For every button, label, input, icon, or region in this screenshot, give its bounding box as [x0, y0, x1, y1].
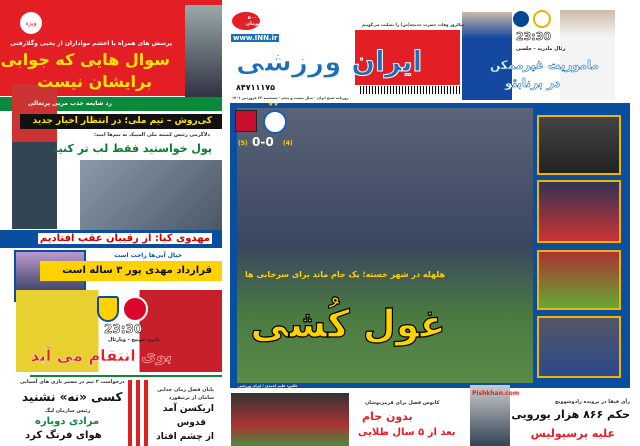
bottom-kicker-2: رأی فیفا در پرونده رادوشوویچ [554, 399, 630, 405]
real-headline-1: ماموریت غیرممکن [490, 58, 599, 72]
mahdavi-headline: مهدوی کیا: از رقیبان عقب افتادیم [39, 233, 210, 244]
real-madrid-logo [533, 10, 551, 28]
real-time: 23:30 [516, 30, 552, 43]
mehdipour-headline: قرارداد مهدی پور ۳ ساله است [62, 265, 212, 276]
bayern-logo [122, 296, 148, 322]
mehdipour-kicker: خیال آبی‌ها راحت است [114, 252, 182, 259]
stars: ★★ [268, 101, 279, 108]
bottom-left-kicker-1: درخواست ۳ تیم در مسیر بازی های آسیایی [20, 379, 125, 385]
main-headline: غول کُشی [250, 302, 446, 346]
bottom-headline-1a: بدون جام [362, 410, 413, 423]
eriksen-kicker-a: پایان فصل زمان جدایی [157, 387, 214, 393]
bayern-time: 23:30 [104, 322, 143, 336]
bottom-headline-2a: حکم ۸۶۶ هزار یورویی [511, 408, 630, 421]
thumbnail-4 [537, 316, 621, 378]
esteghlal-logo [263, 110, 287, 134]
player-photo [128, 380, 152, 446]
bayern-headline: بوی انتقام می آید [30, 346, 172, 365]
olympic-kicker: دلاگرمی رئیس کمیته ملی المپیک به تیم‌ها امید: [93, 132, 210, 138]
photo-credit: عکس: علیم احمدی / ایران ورزشی [238, 384, 298, 388]
green-divider [30, 375, 222, 377]
queiroz-headline: کی‌روش – تیم ملی؛ در انتظار اخبار جدید [32, 116, 212, 126]
eriksen-kicker-b: سامان از برتنفورد [168, 395, 214, 401]
price-badge: ۵۰۰۰ تومان [232, 12, 260, 30]
left-top-headline-2: برایشان نیست [37, 72, 152, 91]
barcode [360, 86, 460, 94]
officials-photo [80, 160, 222, 230]
phone: ۸۴۷۱۱۱۷۵ [236, 83, 276, 92]
score: 0-0 [252, 135, 274, 149]
persepolis-photo [231, 393, 349, 446]
left-column [0, 0, 222, 446]
eriksen-headline-a: اریکسن آمد [162, 404, 214, 414]
real-headline-2: در برنابئو [505, 76, 561, 90]
website[interactable]: www.INN.ir [233, 34, 278, 42]
slogan: سالروز وفات حضرت خدیجه(س) را تسلیت می‌گوییم [362, 22, 465, 27]
bottom-left-kicker-2: رئیس سازمان لیگ [45, 408, 91, 414]
penalty-left: (5) [238, 140, 248, 147]
bottom-headline-1b: بعد از ۵ سال طلایی [358, 427, 456, 438]
bottom-headline-2b: علیه پرسپولیس [530, 427, 615, 440]
villarreal-logo [97, 296, 119, 322]
bottom-left-headline-2a: مرادی دوباره [35, 416, 100, 427]
penalty-right: (4) [283, 140, 293, 147]
olympic-headline: پول خواستید فقط لب تر کنید [52, 142, 212, 155]
dateline: روزنامه صبح ایران - سال بیست و پنجم - سه‌شنبه ۲۳ فروردین ۱۴۰۱ [232, 96, 349, 100]
bottom-left-headline-2b: هوای فرنگ کرد [25, 430, 102, 441]
benzema-photo [560, 10, 615, 100]
left-top-kicker: پرسش های همراه با اخشم مواداران از یحیی وگلارفتی [10, 40, 172, 47]
persepolis-logo [235, 110, 257, 132]
coach-photo [185, 5, 222, 110]
bayern-teams: بایرن مونیخ - ویارئال [108, 337, 160, 343]
real-teams: رئال مادرید - چلسی [516, 46, 566, 52]
left-top-headline-1: سوال هایی که جوابی [0, 50, 170, 69]
thumbnail-2 [537, 180, 621, 243]
eriksen-headline-b: قدوس [176, 418, 206, 428]
masthead-title: ایران ورزشی [236, 45, 423, 78]
queiroz-kicker: رد شایعه جذب مربی پرتغالی [27, 100, 112, 107]
thumbnail-3 [537, 250, 621, 310]
eriksen-headline-c: از چشم افتاد [156, 432, 214, 442]
thumbnail-1 [537, 115, 621, 175]
main-kicker: هلهله در شهر خسته؛ یک جام ماند برای سرخابی ها [245, 270, 446, 279]
chelsea-logo [512, 10, 530, 28]
watermark: Pishkhan.com [472, 390, 520, 397]
bottom-left-headline-1: کسی «نه» نشنید [22, 390, 123, 404]
bottom-kicker-1: کابوس فصل برای قرمزپوشان [365, 400, 440, 406]
sticker-badge: ویژه [18, 10, 44, 36]
